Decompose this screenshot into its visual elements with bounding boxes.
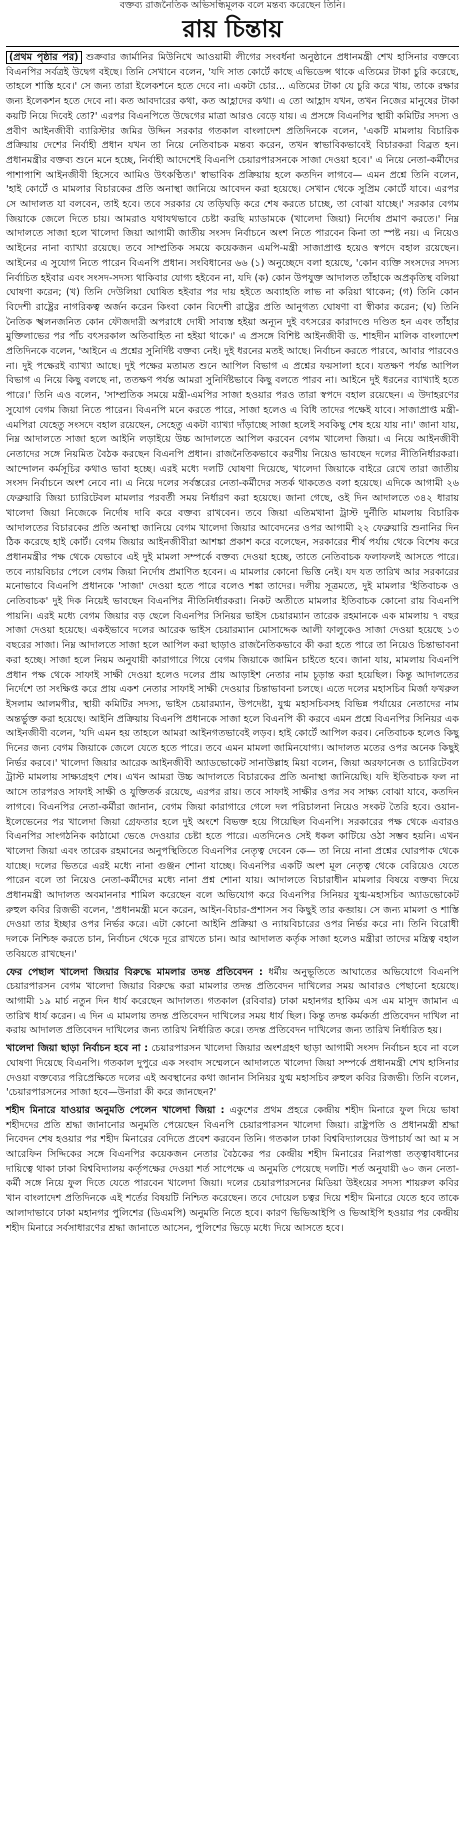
- section-title: শহীদ মিনারে যাওয়ার অনুমতি পেলেন খালেদা জিয়া :: [6, 1104, 225, 1116]
- article-headline: রায় চিন্তায়: [6, 14, 459, 47]
- section-investigation-report: [6, 966, 459, 1040]
- previous-article-tail: বক্তব্য রাজনৈতিক অভিসন্ধিমূলক বলে মন্তব্য করেছেন তিনি।: [119, 0, 346, 11]
- lead-paragraph: [6, 51, 459, 963]
- section-shaheed-minar: [6, 1104, 459, 1236]
- section-title: ফের পেছাল খালেদা জিয়ার বিরুদ্ধে মামলার তদন্ত প্রতিবেদন :: [6, 966, 263, 978]
- continuation-tag: (প্রথম পৃষ্ঠার পর): [6, 51, 82, 64]
- section-body: ধর্মীয় অনুভূতিতে আঘাতের অভিযোগে বিএনপি চেয়ারপারসন বেগম খালেদা জিয়ার বিরুদ্ধে করা মামলার তদন্ত প্রতিবেদন দাখিলের সময় আবারও পেছানো হয়েছে। আগামী ১৯ মার্চ নতুন দিন ধার্য করেছেন আদালত। গতকাল (রবিবার) ঢাকা মহানগর হাকিম এস এম মাসুদ জামান এ তারিখ ধার্য করেন। এ দিন এ মামলায় তদন্ত প্রতিবেদন দাখিলের সময় ধার্য ছিল। কিন্তু তদন্ত কর্মকর্তা প্রতিবেদন দাখিল না করায় আদালত প্রতিবেদন দাখিলের জন্য তারিখ নির্ধারিত করে। তদন্ত প্রতিবেদন দাখিলের জন্য তারিখ নির্ধারিত হয়।: [6, 966, 459, 1037]
- article-body: [6, 51, 459, 1236]
- paragraph-text: শুক্রবার জার্মানির মিউনিখে আওয়ামী লীগের সংবর্ধনা অনুষ্ঠানে প্রধানমন্ত্রী শেখ হাসিনার বক্তব্যে বিএনপির সর্বত্রই উদ্বেগ বইছে। তিনি সেখানে বলেন, 'যদি সাত কোর্টে কাছে এভিডেন্স থাকে এতিমের টাকা চুরি করেছে, তাহলে শাস্তি হবে।' সে জন্য তারা ইলেকশনে হতে দেবে না। একটা চোর... এতিমের টাকা যে চুরি করে খায়, তাকে রক্ষার জন্য ইলেকশন হতে দেবে না। কত আবদারের কথা, কত আহ্লাদের কথা। এ তো আহ্লাদ যখন, তখন নিজের মানুষের টাকা কয়টি নিয়ে দিবেই তো?' এরপর বিএনপিতে উদ্বেগের মাত্রা আরও বেড়ে যায়। এ প্রসঙ্গে বিএনপির স্থায়ী কমিটির সদস্য ও প্রবীণ আইনজীবী ব্যারিস্টার জমির উদ্দিন সরকার গতকাল বাংলাদেশ প্রতিদিনকে বলেন, 'একটি মামলায় বিচারিক প্রক্রিয়ায় দেশের নির্বাহী প্রধান যখন তা নিয়ে নেতিবাচক মন্তব্য করেন, তখন স্বাভাবিকভাবেই বিচারকরা বিব্রত হন। প্রধানমন্ত্রীর বক্তব্য শুনে মনে হচ্ছে, নির্বাহী আদেশেই বিএনপি চেয়ারপারসনকে সাজা দেওয়া হবে।' এ নিয়ে নেতা-কর্মীদের পাশাপাশি আইনজীবী হিসেবে আমিও উৎকণ্ঠিত।' স্বাভাবিক প্রক্রিয়ায় হলে কতদিন লাগবে— এমন প্রশ্নে তিনি বলেন, 'হাই কোর্টে ও মামলার বিচারকের প্রতি অনাস্থা জানিয়ে আবেদন করা হয়েছে। সেখান থেকে সুপ্রিম কোর্টে যাবে। এরপর সে আদালত যা বলবেন, তাই হবে। তবে সরকার যে তড়িঘড়ি করে শেষ করতে চাচ্ছে, তা বোঝা যাচ্ছে।' সরকার বেগম জিয়াকে জেলে দিতে চায়। আমরাও যথাযথভাবে চেষ্টা করছি ম্যাডামকে (খালেদা জিয়া) নির্দোষ প্রমাণ করতে।' নিম্ন আদালতে সাজা হলে খালেদা জিয়া আগামী জাতীয় সংসদ নির্বাচনে অংশ নিতে পারবেন কিনা তা স্পষ্ট নয়। এ নিয়েও আইনের নানা ব্যাখ্যা রয়েছে। তবে সাম্প্রতিক সময়ে কয়েকজন এমপি-মন্ত্রী সাজাপ্রাপ্ত হয়েও স্বপদে বহাল রয়েছেন। আইনের এ সুযোগ নিতে পারেন বিএনপি প্রধান। সংবিধানের ৬৬ (১) অনুচ্ছেদে বলা হয়েছে, 'কোন ব্যক্তি সংসদের সদস্য নির্বাচিত হইবার এবং সংসদ-সদস্য থাকিবার যোগ্য হইবেন না, যদি (ক) কোন উপযুক্ত আদালত তাঁহাকে অপ্রকৃতিস্থ বলিয়া ঘোষণা করেন; (খ) তিনি দেউলিয়া ঘোষিত হইবার পর দায় হইতে অব্যাহতি লাভ না করিয়া থাকেন; (গ) তিনি কোন বিদেশী রাষ্ট্রের নাগরিকত্ব অর্জন করেন কিংবা কোন বিদেশী রাষ্ট্রের প্রতি আনুগত্য ঘোষণা বা স্বীকার করেন; (ঘ) তিনি নৈতিক স্খলনজনিত কোন ফৌজদারী অপরাধে দোষী সাব্যস্ত হইয়া অন্যূন দুই বৎসরের কারাদণ্ডে দণ্ডিত হন এবং তাঁহার মুক্তিলাভের পর পাঁচ বৎসরকাল অতিবাহিত না হইয়া থাকে।' এ প্রসঙ্গে বিশিষ্ট আইনজীবী ড. শাহদীন মালিক বাংলাদেশ প্রতিদিনকে বলেন, 'আইনে এ প্রশ্নের সুনির্দিষ্ট বক্তব্য নেই। দুই ধরনের মতই আছে। নির্বাচন করতে পারবে, আবার পারবেও না। দুই পক্ষেরই ব্যাখ্যা আছে। দুই পক্ষের মতামত শুনে আপিল বিভাগ এ প্রশ্নের ফয়সালা হবে। যতক্ষণ পর্যন্ত আপিল বিভাগ এ নিয়ে কিছু বলছে না, ততক্ষণ পর্যন্ত আমরা সুনির্দিষ্টভাবে কিছু বলতে পারব না। আইনে দুই ধরনের ব্যাখ্যাই হতে পারে।' তিনি এও বলেন, 'সাম্প্রতিক সময়ে মন্ত্রী-এমপির সাজা হওয়ার পরও তারা স্বপদে বহাল রয়েছেন। এ উদাহরণের সুযোগ বেগম জিয়া নিতে পারেন। বিএনপি মনে করতে পারে, সাজা হলেও এ বিধি তাদের পক্ষেই যাবে। সাজাপ্রাপ্ত মন্ত্রী-এমপিরা যেহেতু সংসদে বহাল রয়েছেন, সেহেতু একটা ব্যাখ্যা দাঁড়াচ্ছে সাজা হলেই সবকিছু শেষ হয়ে যায় না।' জানা যায়, নিম্ন আদালতে সাজা হলে আইনি লড়াইয়ে উচ্চ আদালতে আপিল করবেন বেগম খালেদা জিয়া। এ নিয়ে আইনজীবী নেতাদের সঙ্গে নিয়মিত বৈঠক করছেন বিএনপি প্রধান। রাজনৈতিকভাবে করণীয় নিয়েও ভাবছেন দলের নীতিনির্ধারকরা। আন্দোলন কর্মসূচির কথাও ভাবা হচ্ছে। এরই মধ্যে দলটি ঘোষণা দিয়েছে, খালেদা জিয়াকে বাইরে রেখে তারা জাতীয় সংসদ নির্বাচনে অংশ নেবে না। এ নিয়ে দলের সর্বস্তরের নেতা-কর্মীদের সতর্ক থাকতেও বলা হয়েছে। এদিকে আগামী ২৬ ফেব্রুয়ারি জিয়া চ্যারিটেবল মামলার পরবর্তী সময় নির্ধারণ করা হয়েছে। জানা গেছে, ওই দিন আদালতে ৩৪২ ধারায় খালেদা জিয়া নিজেকে নির্দোষ দাবি করে বক্তব্য রাখবেন। তবে জিয়া এতিমখানা ট্রাস্ট দুর্নীতি মামলায় বিচারিক আদালতের বিচারকের প্রতি অনাস্থা জানিয়ে বেগম খালেদা জিয়ার আবেদনের ওপর আগামী ২২ ফেব্রুয়ারি শুনানির দিন ঠিক করেছে হাই কোর্ট। বেগম জিয়ার আইনজীবীরা আশঙ্কা প্রকাশ করে বলেছেন, সরকারের শীর্ষ পর্যায় থেকে বিশেষ করে প্রধানমন্ত্রীর পক্ষ থেকে যেভাবে এই দুই মামলা সম্পর্কে বক্তব্য দেওয়া হচ্ছে, তাতে নেতিবাচক ফলাফলই আসতে পারে। তবে ন্যায়বিচার পেলে বেগম জিয়া নির্দোষ প্রমাণিত হবেন। এ মামলার কোনো ভিত্তি নেই। যদ যত তারিখ আর সরকারের মনোভাবে বিএনপি প্রধানকে 'সাজা' দেওয়া হতে পারে বলেও শঙ্কা তাদের। দলীয় সূত্রমতে, দুই মামলার 'ইতিবাচক ও নেতিবাচক' দুই দিক নিয়েই ভাবছেন বিএনপির নীতিনির্ধারকরা। নিকট অতীতে মামলার ইতিবাচক কোনো রায় বিএনপি পায়নি। এরই মধ্যে বেগম জিয়ার বড় ছেলে বিএনপির সিনিয়র ভাইস চেয়ারম্যান তারেক রহমানকে এক মামলায় ৭ বছর সাজা দেওয়া হয়েছে। একইভাবে দলের আরেক ভাইস চেয়ারম্যান মোসাদ্দেক আলী ফালুকেও সাজা দেওয়া হয়েছে ১৩ বছরের সাজা। নিম্ন আদালতে সাজা হলে আপিল করা ছাড়াও রাজনৈতিকভাবে কী করা হতে পারে তা নিয়েও চিন্তাভাবনা করা হচ্ছে। সাজা হলে নিয়ম অনুযায়ী কারাগারে গিয়ে বেগম জিয়াকে জামিন চাইতে হবে। জানা যায়, মামলায় বিএনপি প্রধান পক্ষ থেকে সাফাই সাক্ষী দেওয়া হলেও দলের প্রায় আড়াইশ নেতার নাম চূড়ান্ত করা হয়েছিল। কিন্তু আদালতের নির্দেশে তা সংক্ষিপ্ত করে প্রায় একশ নেতার সাফাই সাক্ষী দেওয়ার চিন্তাভাবনা চলছে। এতে দলের মহাসচিব মির্জা ফখরুল ইসলাম আলমগীর, স্থায়ী কমিটির সদস্য, ভাইস চেয়ারম্যান, উপদেষ্টা, যুগ্ম মহাসচিবসহ বিভিন্ন পর্যায়ের নেতাদের নাম অন্তর্ভুক্ত করা হয়েছে। আইনি প্রক্রিয়ায় বিএনপি প্রধানকে সাজা হলে বিএনপি কী করবে এমন প্রশ্নে বিএনপির সিনিয়র এক আইনজীবী বলেন, 'যদি এমন হয় তাহলে আমরা আইনগতভাবেই লড়ব। হাই কোর্টে আপিল করব। নেতিবাচক হলেও কিছু দিনের জন্য বেগম জিয়াকে জেলে যেতে হতে পারে। তবে এমন মামলা জামিনযোগ্য। আদালত মতের ওপর অনেক কিছুই নির্ভর করবে।' খালেদা জিয়ার আরেক আইনজীবী অ্যাডভোকেট সানাউল্লাহ মিয়া বলেন, জিয়া অরফানেজ ও চ্যারিটেবল ট্রাস্ট মামলায় সাক্ষ্যগ্রহণ শেষ। এখন আমরা উচ্চ আদালতে বিচারকের প্রতি অনাস্থা জানিয়েছি। যদি ইতিবাচক ফল না আসে তারপরও সাফাই সাক্ষী ও যুক্তিতর্ক রয়েছে, এরপর রায়। তবে সাফাই সাক্ষীর ওপর সব সাক্ষ্য বোঝা যাবে, কতদিন লাগবে। বিএনপির নেতা-কর্মীরা জানান, বেগম জিয়া কারাগারে গেলে দল পরিচালনা নিয়েও সংকট তৈরি হবে। ওয়ান-ইলেভেনের পর খালেদা জিয়া গ্রেফতার হলে দুই অংশে বিভক্ত হয়ে গিয়েছিল বিএনপি। সরকারের পক্ষ থেকে এবারও বিএনপির সাংগঠনিক কাঠামো ভেঙে দেওয়ার চেষ্টা হতে পারে। এতদিনেও সেই ধকল কাটিয়ে ওঠা সম্ভব হয়নি। এখন খালেদা জিয়া এবং তারেক রহমানের অনুপস্থিতিতে বিএনপির নেতৃত্ব দেবেন কে— তা নিয়ে নানা প্রশ্নের ঘোরপাক থেকে যাচ্ছে। দলের ভিতরে এরই মধ্যে নানা গুঞ্জন শোনা যাচ্ছে। বিএনপির একটি অংশ মূল নেতৃত্ব থেকে বেরিয়েও যেতে পারেন বলে তা নিয়েও নেতা-কর্মীদের মধ্যে নানা প্রশ্ন শোনা যায়। আদালতে বিচারাধীন মামলার বিষয়ে বক্তব্য দিয়ে প্রধানমন্ত্রী আদালত অবমাননার শামিল করেছেন বলে অভিযোগ করে বিএনপির সিনিয়র যুগ্ম-মহাসচিব অ্যাডভোকেট রুহুল কবির রিজভী বলেন, 'প্রধানমন্ত্রী মনে করেন, আইন-বিচার-প্রশাসন সব কিছুই তার কব্জায়। সে জন্য মামলা ও শাস্তি দেওয়া তার ইচ্ছার ওপর নির্ভর করে। এটা কোনো আইনি প্রক্রিয়া ও ন্যায়বিচারের ওপর নির্ভর করে না। তিনি বিরোধী দলকে নিশ্চিহ্ন করতে চান, নির্বাচন থেকে দূরে রাখতে চান। আর আদালত কর্তৃক সাজা হলেও মন্ত্রীরা তাদের মন্ত্রিত্ব বহাল তবিয়তে রাখছেন।': [6, 52, 459, 960]
- section-body: একুশের প্রথম প্রহরে কেন্দ্রীয় শহীদ মিনারে ফুল দিয়ে ভাষা শহীদদের প্রতি শ্রদ্ধা জানানোর অনুমতি পেয়েছেন বিএনপি চেয়ারপারসন খালেদা জিয়া। রাষ্ট্রপতি ও প্রধানমন্ত্রী শ্রদ্ধা নিবেদন শেষ হওয়ার পর শহীদ মিনারের বেদিতে প্রবেশ করবেন তিনি। গতকাল ঢাকা বিশ্ববিদ্যালয়ের উপাচার্য আ আ ম স আরেফিন সিদ্দিকের সঙ্গে বিএনপির কয়েকজন নেতার বৈঠকের পর কেন্দ্রীয় শহীদ মিনারের নিরাপত্তা তত্ত্বাবধানের দায়িত্বে থাকা ঢাকা বিশ্ববিদ্যালয় কর্তৃপক্ষের দেওয়া শর্ত সাপেক্ষে এ অনুমতি পেয়েছে দলটি। শর্ত অনুযায়ী ৬০ জন নেতা-কর্মী সঙ্গে নিয়ে ফুল দিতে যেতে পারবেন খালেদা জিয়া। দলের চেয়ারপারসনের মিডিয়া উইংয়ের সদস্য শায়রুল কবির খান বাংলাদেশ প্রতিদিনকে এই শর্তের বিষয়টি নিশ্চিত করেছেন। তবে দোয়েল চত্বর দিয়ে শহীদ মিনারে যেতে হবে তাকে আলাদাভাবে ঢাকা মহানগর পুলিশের (ডিএমপি) অনুমতি নিতে হবে। কারণ ভিভিআইপি ও ভিআইপি হওয়ার পর কেন্দ্রীয় শহীদ মিনারে সর্বসাধারণের শ্রদ্ধা জানাতে আসেন, পুলিশের ভিড়ে মধ্যে দিয়ে আসতে হবে।: [6, 1104, 459, 1234]
- section-body: চেয়ারপারসন খালেদা জিয়ার অংশগ্রহণ ছাড়া আগামী সংসদ নির্বাচন হবে না বলে ঘোষণা দিয়েছে বিএনপি। গতকাল দুপুরে এক সংবাদ সম্মেলনে আদালতে খালেদা জিয়া সম্পর্কে প্রধানমন্ত্রী শেখ হাসিনার দেওয়া বক্তব্যের পরিপ্রেক্ষিতে দলের এই অবস্থানের কথা জানান সিনিয়র যুগ্ম মহাসচিব রুহুল কবির রিজভী। তিনি বলেন, 'চেয়ারপারসনের সাজা হবে—উনারা কী করে জানছেন?': [6, 1043, 459, 1099]
- section-election-stance: [6, 1042, 459, 1101]
- section-title: খালেদা জিয়া ছাড়া নির্বাচন হবে না :: [6, 1043, 149, 1055]
